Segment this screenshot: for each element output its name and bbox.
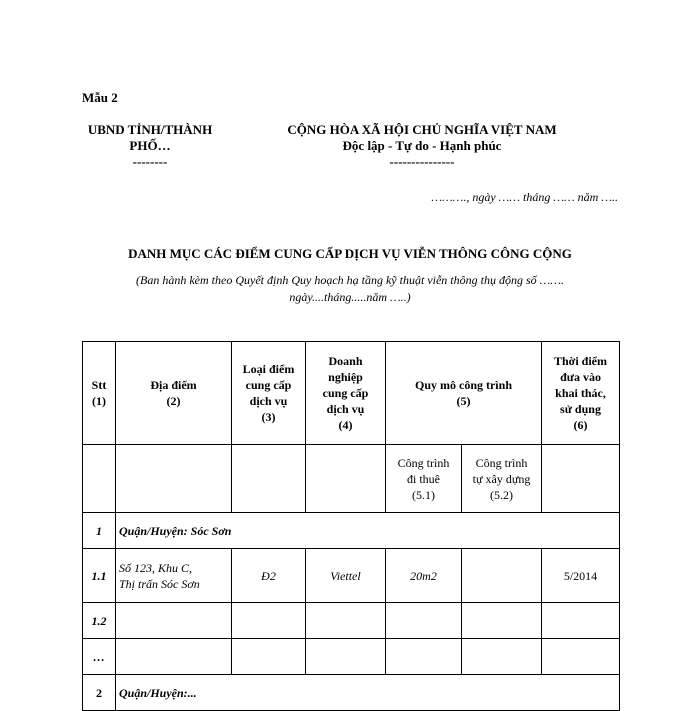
- header-type: [232, 342, 306, 445]
- subheader-row: [83, 445, 620, 513]
- header-time-l2: đưa vào: [560, 370, 601, 384]
- table-cell: [386, 639, 462, 675]
- table-cell: [386, 603, 462, 639]
- table-cell: [306, 639, 386, 675]
- table-cell: [232, 603, 306, 639]
- header-time: [542, 342, 620, 445]
- table-cell: [83, 445, 116, 513]
- subheader-rented: [386, 445, 462, 513]
- header-type-num: (3): [261, 410, 276, 424]
- header-provider-l4: dịch vụ: [326, 402, 365, 416]
- row-location-l1: Số 123, Khu C,: [119, 560, 193, 575]
- authority-line-1: UBND TỈNH/THÀNH: [87, 122, 213, 137]
- row-rented: 20m2: [386, 549, 462, 603]
- subheader-rented-l2: đi thuê: [407, 471, 440, 486]
- row-type: Đ2: [232, 549, 306, 603]
- table-cell: [542, 639, 620, 675]
- header-type-l2: cung cấp: [245, 378, 292, 392]
- row-location-l2: Thị trấn Sóc Sơn: [119, 576, 200, 591]
- row-group-label: Quận/Huyện:...: [116, 675, 620, 711]
- row-group-label: Quận/Huyện: Sóc Sơn: [116, 513, 620, 549]
- row-location: [116, 549, 232, 603]
- header-provider: [306, 342, 386, 445]
- document-title: DANH MỤC CÁC ĐIỂM CUNG CẤP DỊCH VỤ VIỄN THÔNG CÔNG CỘNG: [128, 246, 572, 261]
- table-row: [83, 549, 620, 603]
- header-stt: [83, 342, 116, 445]
- row-stt: 1.1: [83, 549, 116, 603]
- header-provider-num: (4): [338, 418, 353, 432]
- form-label: Mẫu 2: [82, 90, 118, 105]
- header-scale-num: (5): [456, 394, 471, 408]
- subheader-self-built-num: (5.2): [490, 487, 513, 502]
- table-cell: [542, 445, 620, 513]
- national-motto: Độc lập - Tự do - Hạnh phúc: [342, 138, 502, 153]
- row-stt: …: [83, 639, 116, 675]
- authority-dashes: --------: [132, 154, 168, 169]
- table-cell: [116, 639, 232, 675]
- row-self-built: [462, 549, 542, 603]
- table-row: [83, 603, 620, 639]
- header-scale-label: Quy mô công trình: [414, 378, 512, 392]
- subheader-self-built-l2: tự xây dựng: [472, 471, 531, 486]
- national-header: [262, 122, 582, 170]
- table-row: [83, 639, 620, 675]
- header-time-l3: khai thác,: [555, 386, 606, 400]
- subheader-self-built: [462, 445, 542, 513]
- table-cell: [232, 445, 306, 513]
- row-time: 5/2014: [542, 549, 620, 603]
- national-dashes: ---------------: [389, 154, 455, 169]
- header-provider-l2: nghiệp: [328, 370, 363, 384]
- header-stt-label: Stt: [91, 378, 107, 392]
- issuing-authority: [70, 122, 230, 170]
- table-cell: [116, 603, 232, 639]
- header-stt-num: (1): [92, 394, 106, 408]
- subheader-self-built-l1: Công trình: [475, 455, 528, 470]
- table-cell: [462, 603, 542, 639]
- authority-line-2: PHỐ…: [129, 138, 171, 153]
- table-row: [83, 675, 620, 711]
- subheader-rented-num: (5.1): [412, 487, 435, 502]
- table-cell: [306, 445, 386, 513]
- table-cell: [116, 445, 232, 513]
- row-stt: 1.2: [83, 603, 116, 639]
- header-type-l1: Loại điểm: [242, 362, 295, 376]
- table-cell: [232, 639, 306, 675]
- row-stt: 2: [83, 675, 116, 711]
- header-type-l3: dịch vụ: [249, 394, 288, 408]
- header-time-l4: sử dụng: [560, 402, 601, 416]
- header-scale: [386, 342, 542, 445]
- subtitle-line-1: (Ban hành kèm theo Quyết định Quy hoạch hạ tầng kỹ thuật viễn thông thụ động số …….: [136, 273, 564, 287]
- header-time-l1: Thời điểm: [554, 354, 607, 368]
- subheader-rented-l1: Công trình: [397, 455, 450, 470]
- table-row: [83, 513, 620, 549]
- subtitle-line-2: ngày....tháng.....năm …..): [289, 290, 411, 304]
- date-line: ………., ngày …… tháng …… năm …..: [431, 190, 618, 204]
- service-points-table: [82, 341, 620, 711]
- header-location: [116, 342, 232, 445]
- national-title: CỘNG HÒA XÃ HỘI CHỦ NGHĨA VIỆT NAM: [287, 122, 557, 137]
- header-location-label: Địa điểm: [150, 378, 197, 392]
- row-provider: Viettel: [306, 549, 386, 603]
- header-location-num: (2): [166, 394, 181, 408]
- header-provider-l3: cung cấp: [322, 386, 369, 400]
- table-cell: [306, 603, 386, 639]
- header-provider-l1: Doanh: [328, 354, 363, 368]
- row-stt: 1: [83, 513, 116, 549]
- table-cell: [462, 639, 542, 675]
- header-time-num: (6): [573, 418, 588, 432]
- table-cell: [542, 603, 620, 639]
- header-row: [83, 342, 620, 445]
- document-subtitle: [92, 272, 608, 306]
